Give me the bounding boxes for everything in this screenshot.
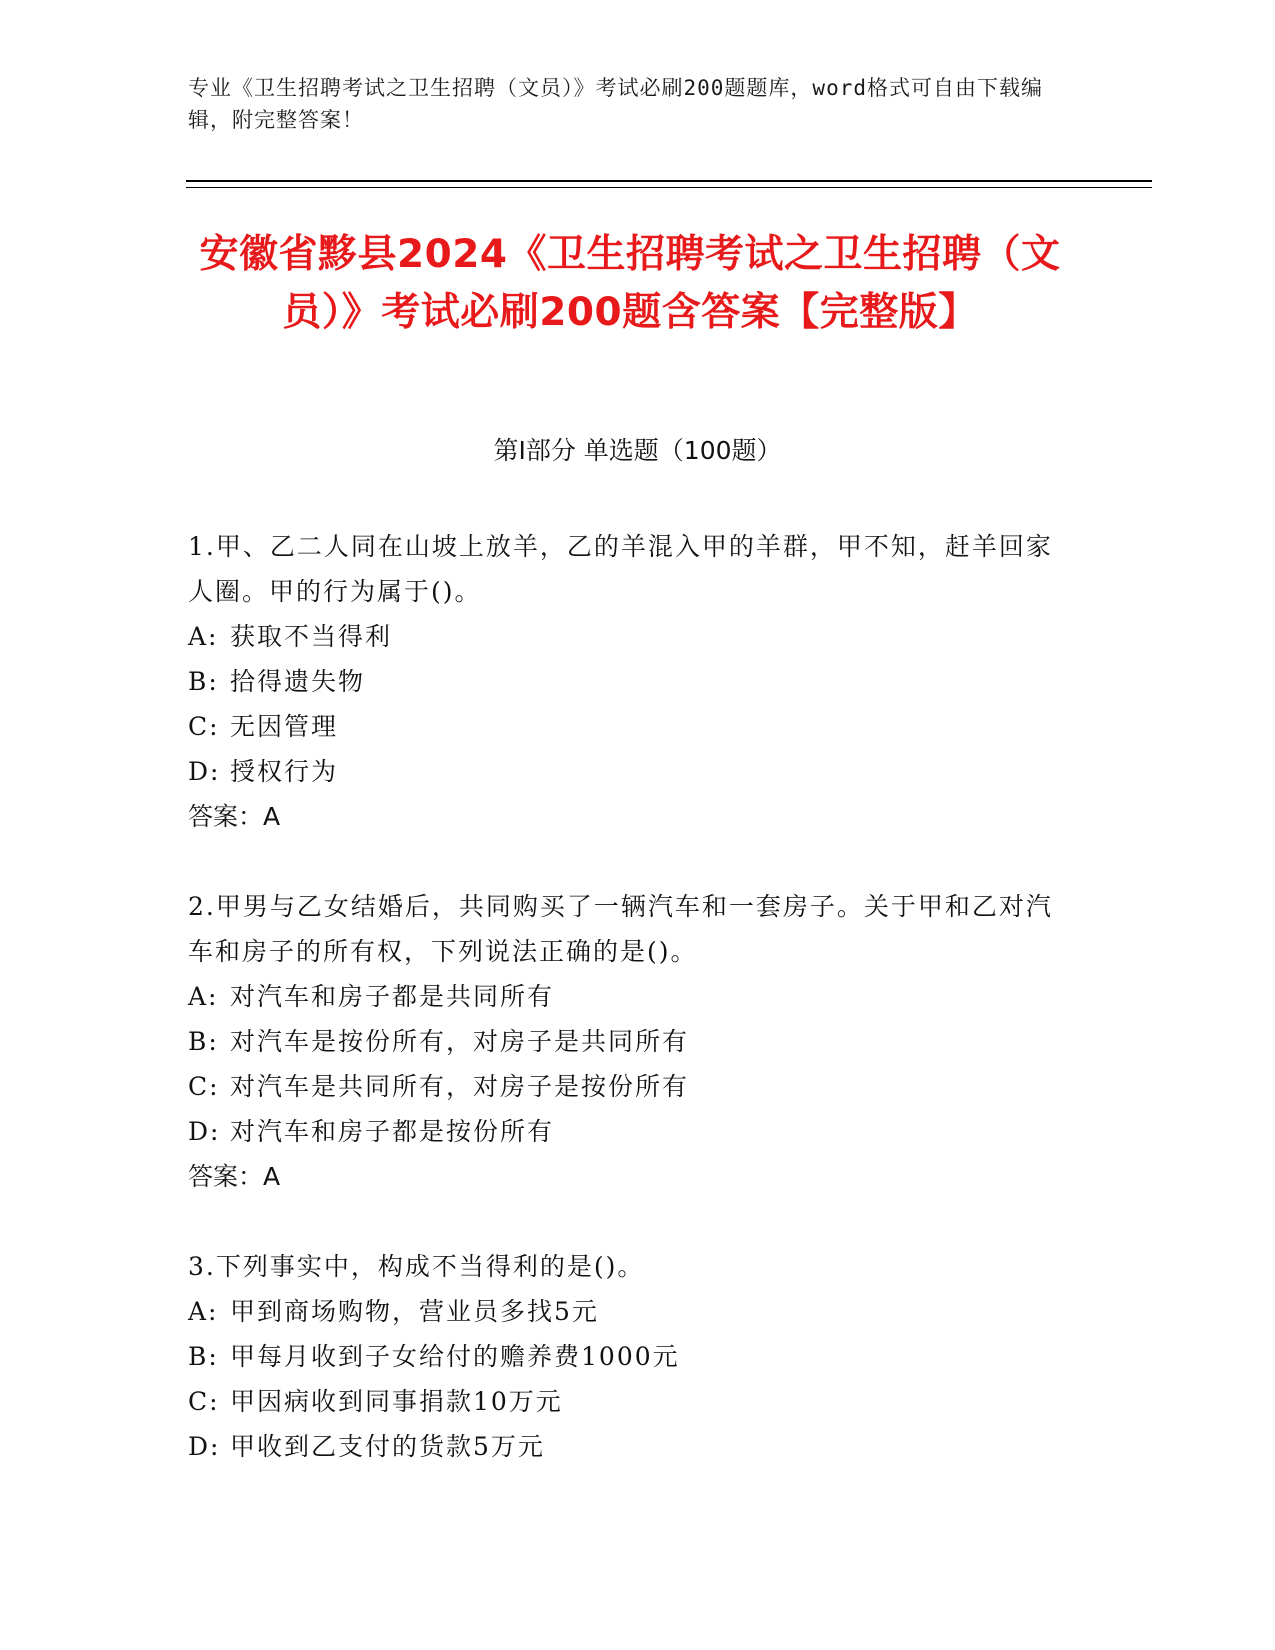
option-c bbox=[188, 1064, 1068, 1109]
option-c bbox=[188, 704, 1068, 749]
option-letter: B: bbox=[188, 667, 219, 696]
option-letter: A: bbox=[188, 982, 219, 1011]
question-2 bbox=[188, 884, 1068, 1199]
header-divider-thick bbox=[186, 180, 1152, 182]
option-c bbox=[188, 1379, 1068, 1424]
option-text: 对汽车和房子都是共同所有 bbox=[230, 982, 555, 1011]
option-letter: A: bbox=[188, 1297, 219, 1326]
question-1 bbox=[188, 524, 1068, 839]
option-text: 无因管理 bbox=[230, 712, 339, 741]
option-b bbox=[188, 1334, 1068, 1379]
option-a bbox=[188, 1289, 1068, 1334]
option-letter: B: bbox=[188, 1342, 219, 1371]
section-heading: 第Ⅰ部分 单选题（100题） bbox=[493, 436, 782, 465]
option-b bbox=[188, 659, 1068, 704]
option-letter: C: bbox=[188, 1072, 220, 1101]
option-text: 甲因病收到同事捐款10万元 bbox=[230, 1387, 563, 1416]
question-stem: 1.甲、乙二人同在山坡上放羊，乙的羊混入甲的羊群，甲不知，赶羊回家人圈。甲的行为属于()。 bbox=[188, 532, 1053, 606]
document-title: 安徽省黟县2024《卫生招聘考试之卫生招聘（文员）》考试必刷200题含答案【完整版】 bbox=[199, 232, 1061, 335]
option-letter: C: bbox=[188, 712, 220, 741]
answer-line: 答案：A bbox=[188, 1162, 281, 1191]
header-note: 专业《卫生招聘考试之卫生招聘（文员）》考试必刷200题题库，word格式可自由下载编辑，附完整答案！ bbox=[188, 76, 1043, 132]
option-letter: D: bbox=[188, 757, 221, 786]
option-letter: B: bbox=[188, 1027, 219, 1056]
option-a bbox=[188, 614, 1068, 659]
option-text: 对汽车是按份所有，对房子是共同所有 bbox=[230, 1027, 690, 1056]
option-d bbox=[188, 1109, 1068, 1154]
option-text: 甲收到乙支付的货款5万元 bbox=[230, 1432, 545, 1461]
option-text: 甲到商场购物，营业员多找5元 bbox=[230, 1297, 599, 1326]
option-letter: D: bbox=[188, 1432, 221, 1461]
option-d bbox=[188, 749, 1068, 794]
question-list bbox=[188, 524, 1068, 1514]
option-text: 甲每月收到子女给付的赡养费1000元 bbox=[230, 1342, 680, 1371]
option-text: 授权行为 bbox=[230, 757, 339, 786]
question-stem: 2.甲男与乙女结婚后，共同购买了一辆汽车和一套房子。关于甲和乙对汽车和房子的所有权，下列说法正确的是()。 bbox=[188, 892, 1053, 966]
question-3 bbox=[188, 1244, 1068, 1469]
option-d bbox=[188, 1424, 1068, 1469]
option-letter: A: bbox=[188, 622, 219, 651]
answer-line: 答案：A bbox=[188, 802, 281, 831]
option-letter: C: bbox=[188, 1387, 220, 1416]
option-text: 获取不当得利 bbox=[230, 622, 393, 651]
question-stem: 3.下列事实中，构成不当得利的是()。 bbox=[188, 1252, 645, 1281]
option-a bbox=[188, 974, 1068, 1019]
option-text: 对汽车和房子都是按份所有 bbox=[230, 1117, 555, 1146]
option-b bbox=[188, 1019, 1068, 1064]
option-letter: D: bbox=[188, 1117, 221, 1146]
header-divider-thin bbox=[186, 187, 1152, 188]
option-text: 拾得遗失物 bbox=[230, 667, 366, 696]
option-text: 对汽车是共同所有，对房子是按份所有 bbox=[230, 1072, 690, 1101]
